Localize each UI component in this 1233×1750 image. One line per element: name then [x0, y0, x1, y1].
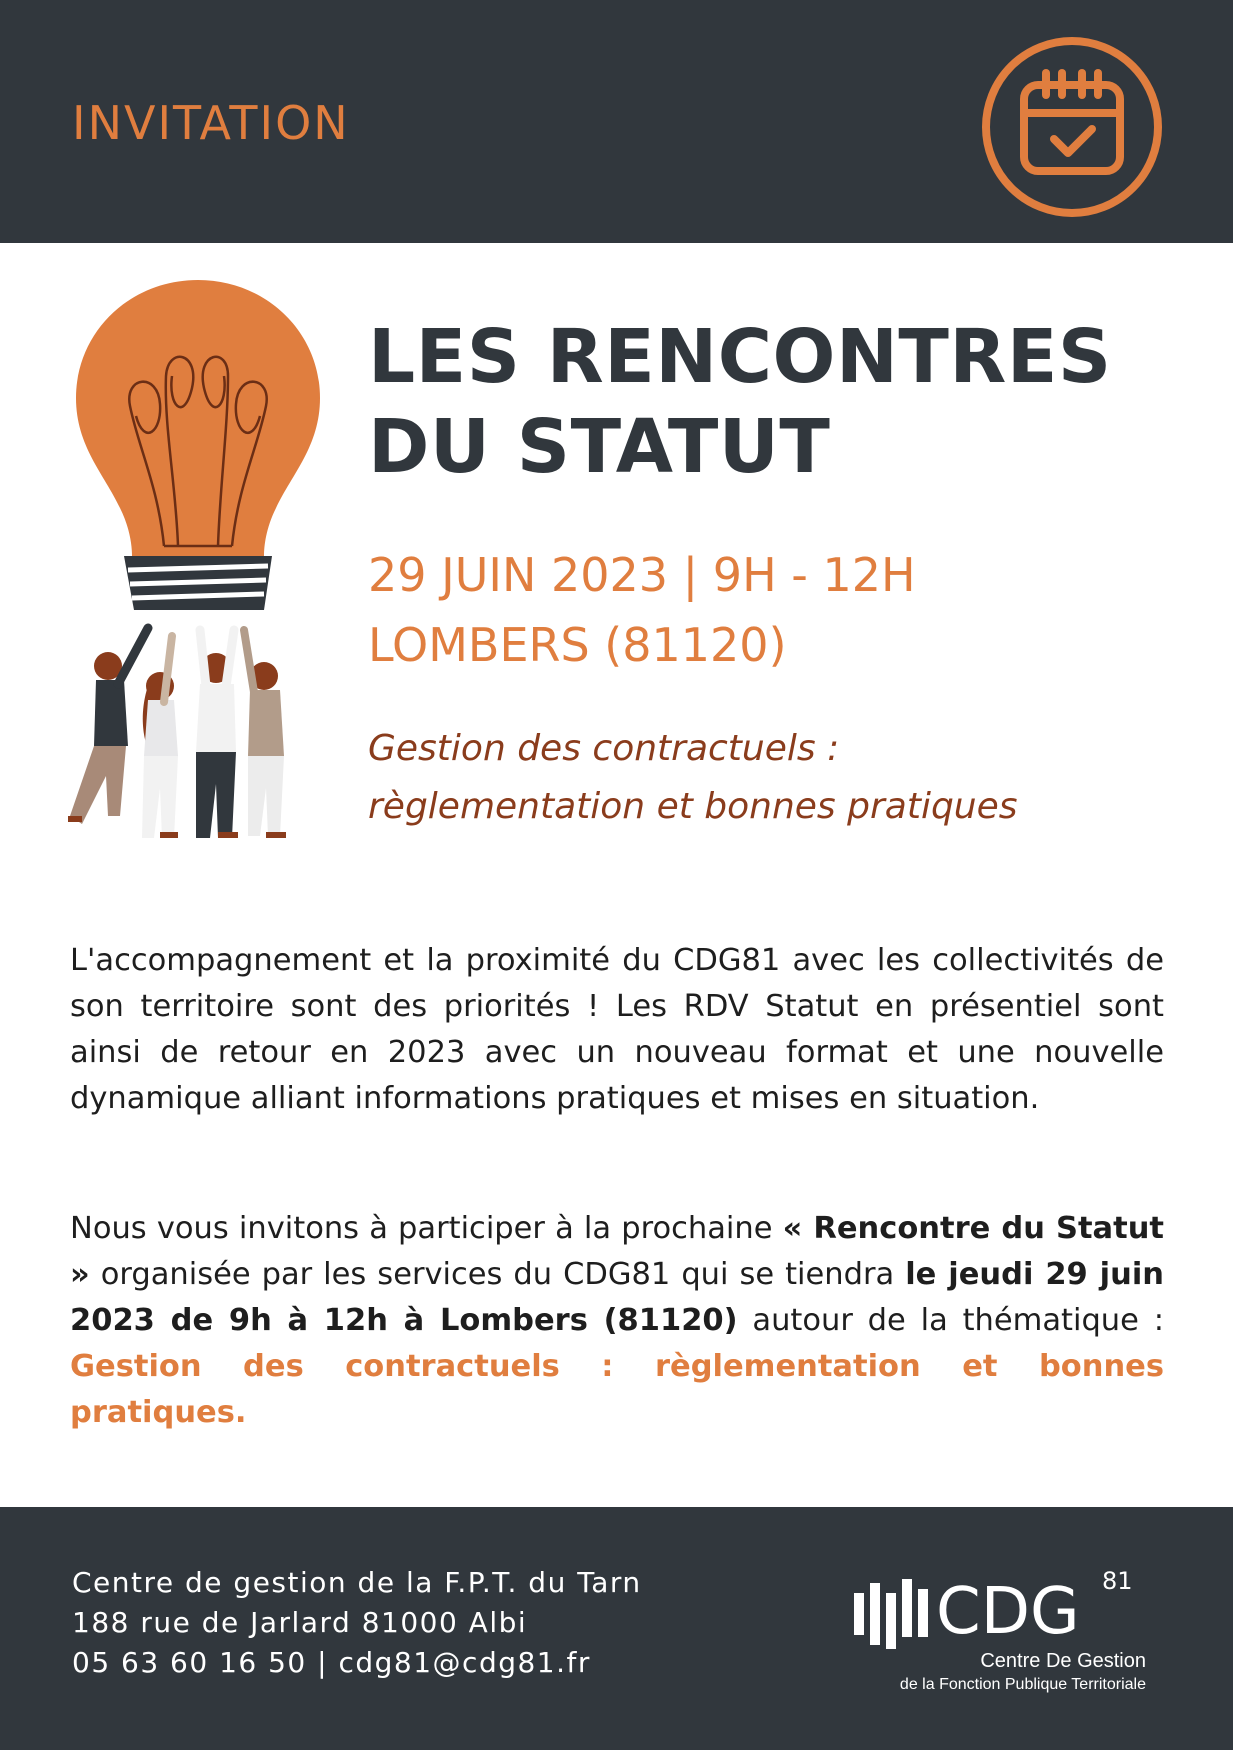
title-line-2: DU STATUT [368, 404, 831, 490]
invitation-paragraph [70, 1206, 1164, 1436]
event-location: LOMBERS (81120) [368, 618, 787, 672]
org-name: Centre de gestion de la F.P.T. du Tarn [72, 1566, 642, 1599]
theme-line-1: Gestion des contractuels : [368, 728, 840, 769]
event-date-time: 29 JUIN 2023 | 9H - 12H [368, 548, 916, 602]
theme-line-2: règlementation et bonnes pratiques [368, 786, 1018, 827]
calendar-check-icon [980, 35, 1164, 219]
p2-bold-event-name: « Rencontre du Statut » [70, 1211, 1164, 1292]
event-datetime-block [368, 540, 1188, 680]
intro-paragraph: L'accompagnement et la proximité du CDG81 avec les collectivités de son territoire sont des priorités ! Les RDV Statut en présentiel sont ainsi de retour en 2023 avec un nouveau format et une nouvelle dynamique alliant informations pratiques et mises en situation. [70, 943, 1164, 1116]
logo-tagline-1: Centre De Gestion [980, 1650, 1146, 1672]
p2-text-3: autour de la thématique : [737, 1303, 1164, 1338]
p2-bold-date-location: le jeudi 29 juin 2023 de 9h à 12h à Lombers (81120) [70, 1257, 1165, 1338]
logo-superscript: 81 [1102, 1567, 1133, 1595]
org-address: 188 rue de Jarlard 81000 Albi [72, 1606, 528, 1639]
logo-tagline-2: de la Fonction Publique Territoriale [899, 1676, 1146, 1693]
footer-banner [0, 1507, 1233, 1750]
invitation-label: INVITATION [72, 96, 350, 150]
event-title [368, 312, 1188, 492]
title-line-1: LES RENCONTRES [368, 314, 1112, 400]
header-banner [0, 0, 1233, 243]
lightbulb-with-people-icon [68, 276, 328, 846]
event-theme [368, 720, 1188, 836]
contact-info [72, 1563, 642, 1683]
cdg81-logo [850, 1567, 1150, 1697]
p2-text-2: organisée par les services du CDG81 qui se tiendra [89, 1257, 906, 1292]
org-phone-email: 05 63 60 16 50 | cdg81@cdg81.fr [72, 1646, 591, 1679]
p2-accent-theme: Gestion des contractuels : règlementation et bonnes pratiques. [70, 1349, 1164, 1430]
p2-text-1: Nous vous invitons à participer à la prochaine [70, 1211, 783, 1246]
logo-text: CDG [936, 1575, 1080, 1649]
